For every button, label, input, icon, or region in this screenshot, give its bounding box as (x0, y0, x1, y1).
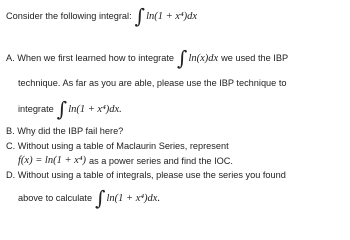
part-d-text-2: above to calculate (18, 193, 93, 203)
part-a-line-3 (18, 99, 122, 119)
part-b-text: B. Why did the IBP fail here? (6, 126, 124, 136)
part-d-line-1 (6, 170, 286, 180)
part-a-integral-1: ln(x)dx (188, 52, 219, 64)
integral-sign-icon: ∫ (95, 186, 106, 210)
part-a-integral-3: ln(1 + x⁴)dx. (68, 103, 122, 115)
part-a-line-2 (18, 78, 287, 88)
part-b-line (6, 126, 123, 136)
integral-sign-icon: ∫ (134, 4, 146, 28)
intro-integral: ln(1 + x⁴)dx (146, 10, 198, 22)
part-c-line-2 (18, 155, 233, 166)
part-a-text-1: A. When we first learned how to integrate (6, 53, 175, 63)
part-d-math (95, 188, 160, 208)
integral-sign-icon: ∫ (177, 46, 188, 70)
part-d-text-1: D. Without using a table of integrals, please use the series you found (6, 170, 286, 180)
integral-sign-icon: ∫ (56, 97, 68, 121)
part-a-line-1 (6, 48, 288, 68)
part-d-integral: ln(1 + x⁴)dx. (106, 192, 161, 204)
part-c-line-1 (6, 141, 229, 151)
part-c-function: f(x) = ln(1 + x⁴) (18, 155, 86, 166)
part-a-math-3 (57, 99, 122, 119)
part-c-text-2: as a power series and find the IOC. (88, 155, 233, 166)
part-a-math-1 (177, 48, 218, 68)
intro-text: Consider the following integral: (6, 11, 132, 21)
intro-math (135, 6, 197, 26)
part-a-text-2: technique. As far as you are able, please use the IBP technique to (18, 78, 287, 88)
part-a-text-1b: we used the IBP (221, 53, 289, 63)
part-c-text-1: C. Without using a table of Maclaurin Series, represent (6, 141, 229, 151)
part-d-line-2 (18, 188, 160, 208)
intro-line (6, 6, 197, 26)
part-a-text-3: integrate (18, 104, 54, 114)
part-c-math (18, 155, 86, 166)
